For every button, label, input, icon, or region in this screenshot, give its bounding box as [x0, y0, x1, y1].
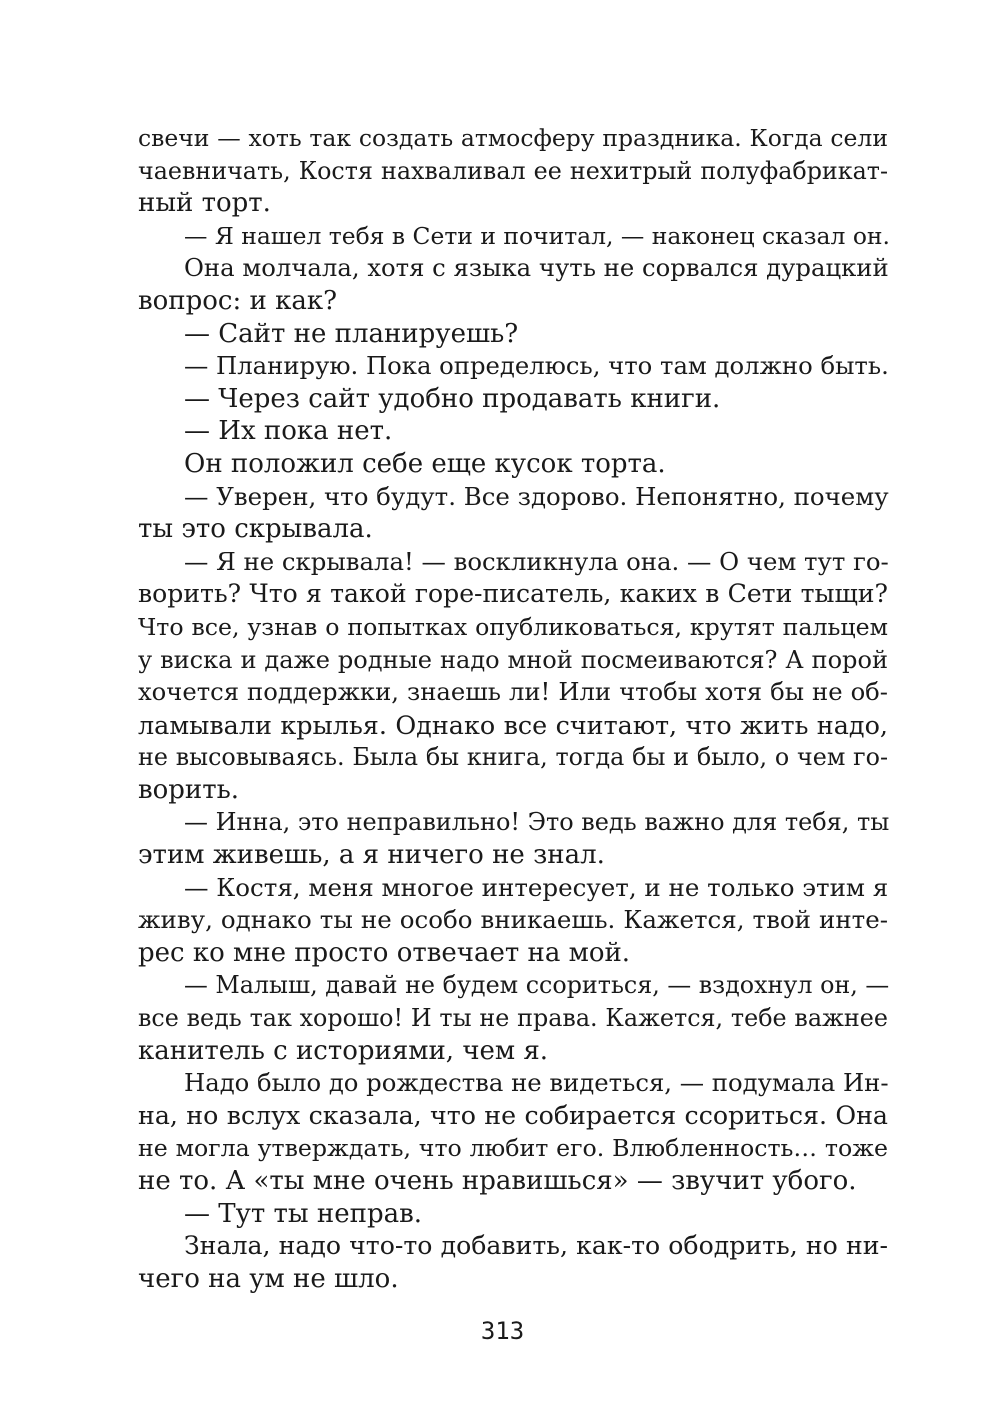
text-line: Знала, надо что-то добавить, как-то ободрить, но ни-	[184, 1231, 888, 1261]
text-line: этим живешь, а я ничего не знал.	[138, 840, 605, 871]
text-line: — Их пока нет.	[184, 416, 393, 447]
text-line: ты это скрывала.	[138, 514, 373, 545]
text-line: не высовываясь. Была бы книга, тогда бы и было, о чем го-	[138, 743, 888, 772]
text-line: ворить.	[138, 774, 240, 805]
text-line: ламывали крылья. Однако все считают, что жить надо,	[138, 709, 888, 740]
text-line: живу, однако ты не особо вникаешь. Кажется, твой инте-	[138, 905, 888, 935]
text-line: ворить? Что я такой горе-писатель, каких в Сети тыщи?	[138, 579, 888, 609]
text-line: ный торт.	[138, 188, 271, 219]
text-line: не могла утверждать, что любит его. Влюбленность… тоже	[138, 1134, 888, 1163]
text-line: — Инна, это неправильно! Это ведь важно для тебя, ты	[184, 808, 890, 837]
text-line: — Костя, меня многое интересует, и не только этим я	[184, 872, 889, 902]
text-line: все ведь так хорошо! И ты не права. Кажется, тебе важнее	[138, 1004, 888, 1033]
text-line: не то. А «ты мне очень нравишься» — звучит убого.	[138, 1166, 857, 1196]
text-line: — Через сайт удобно продавать книги.	[184, 383, 721, 414]
text-line: рес ко мне просто отвечает на мой.	[138, 937, 631, 968]
text-line: чего на ум не шло.	[138, 1263, 399, 1294]
text-line: Надо было до рождества не видеться, — подумала Ин-	[184, 1068, 889, 1098]
text-line: — Я не скрывала! — воскликнула она. — О чем тут го-	[184, 546, 889, 576]
text-line: у виска и даже родные надо мной посмеиваются? А порой	[138, 645, 888, 674]
text-line: хочется поддержки, знаешь ли! Или чтобы хотя бы не об-	[138, 677, 888, 707]
text-line: — Сайт не планируешь?	[184, 318, 519, 349]
text-line: свечи — хоть так создать атмосферу праздника. Когда сели	[138, 124, 888, 152]
text-line: вопрос: и как?	[138, 285, 338, 316]
text-line: канитель с историями, чем я.	[138, 1035, 549, 1066]
page-number: 313	[480, 1317, 525, 1345]
text-line: — Планирую. Пока определюсь, что там должно быть.	[184, 351, 889, 381]
text-line: Что все, узнав о попытках опубликоваться, крутят пальцем	[138, 612, 888, 641]
text-line: чаевничать, Костя нахваливал ее нехитрый полуфабрикат-	[138, 156, 888, 185]
body-text	[138, 122, 888, 1295]
text-line: Она молчала, хотя с языка чуть не сорвался дурацкий	[184, 253, 889, 283]
text-line: — Тут ты неправ.	[184, 1198, 422, 1229]
text-line: Он положил себе еще кусок торта.	[184, 448, 666, 479]
text-line: на, но вслух сказала, что не собирается ссориться. Она	[138, 1100, 888, 1130]
text-line: — Уверен, что будут. Все здорово. Непонятно, почему	[184, 481, 889, 511]
text-line: — Малыш, давай не будем ссориться, — вздохнул он, —	[184, 971, 890, 1000]
text-line: — Я нашел тебя в Сети и почитал, — наконец сказал он.	[184, 221, 890, 250]
